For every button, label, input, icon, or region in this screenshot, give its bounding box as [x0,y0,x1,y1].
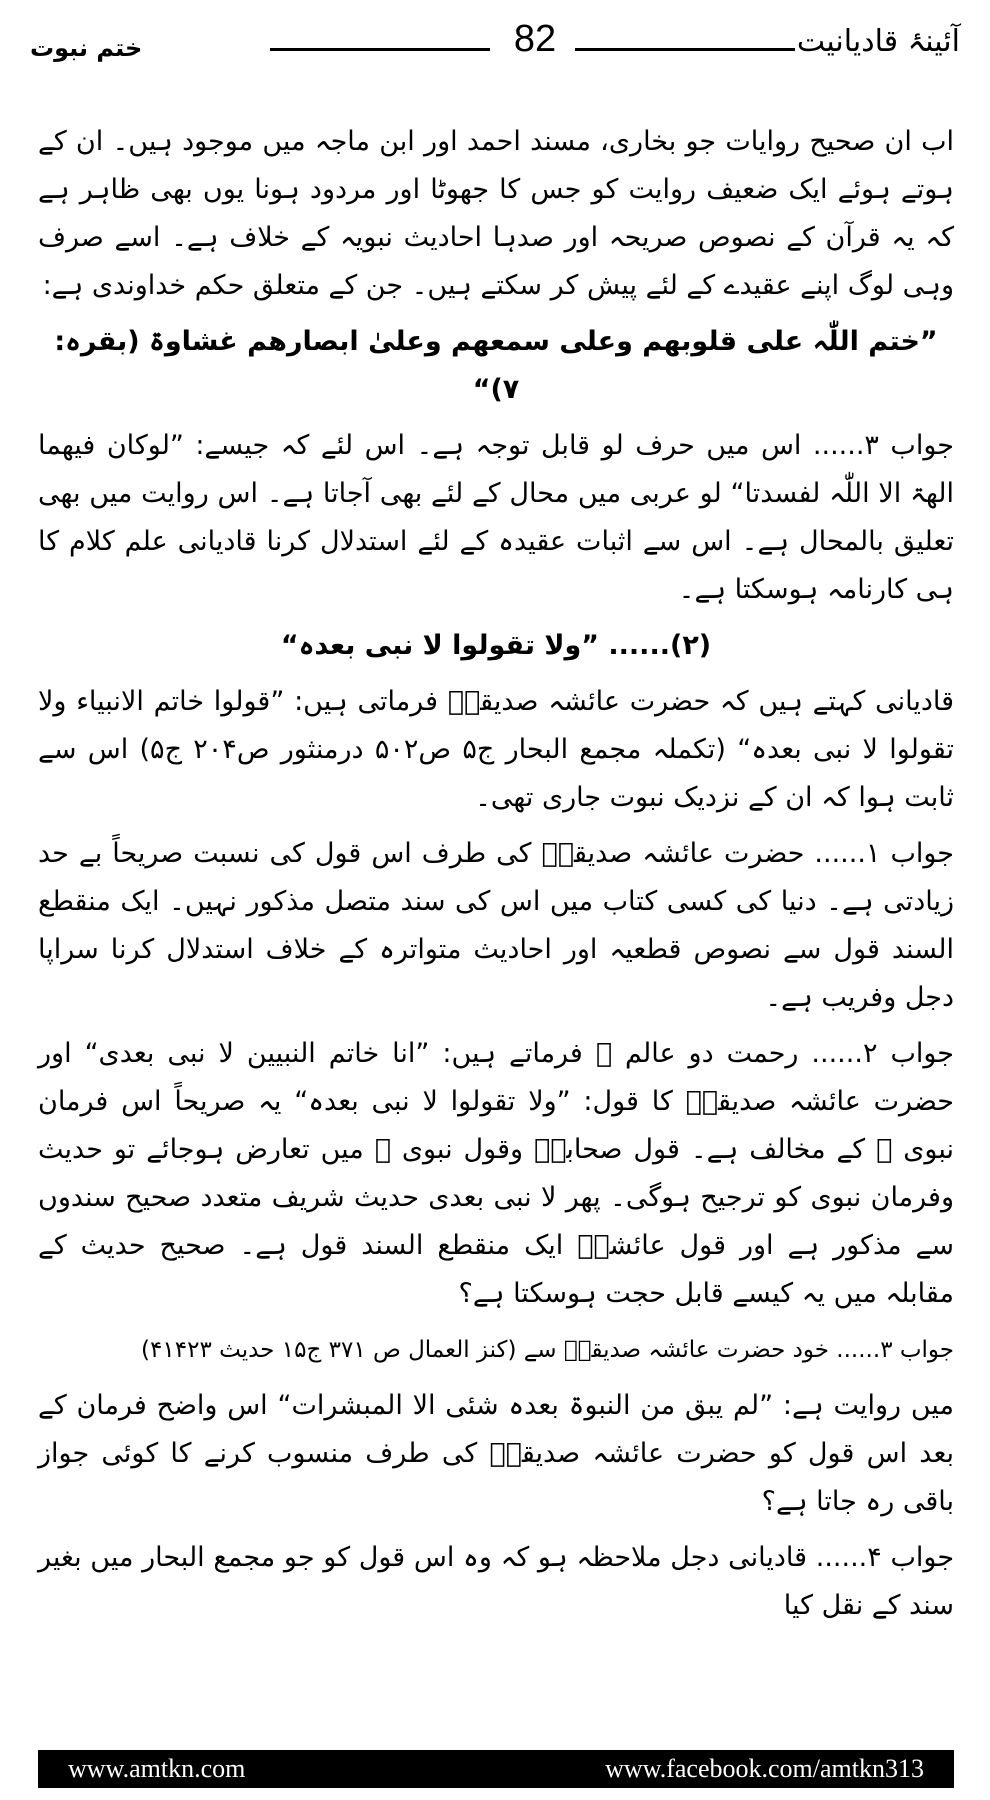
website-link[interactable]: www.amtkn.com [68,1754,246,1783]
section-heading-2: (۲)...... ”ولا تقولوا لا نبی بعدہ“ [280,630,712,661]
paragraph-answer-2: جواب ۲...... رحمت دو عالم ﷺ فرماتے ہیں: ”انا خاتم النبیین لا نبی بعدی“ اور حضرت عائشہ صدیقہؓ کا قول: ”ولا تقولوا لا نبی بعدہ“ یہ صریحاً اس فرمان نبوی ﷺ کے مخالف ہے۔ قول صحابہؓ وقول نبوی ﷺ میں تعارض ہوجائے تو حدیث وفرمان نبوی کو ترجیح ہوگی۔ پھر لا نبی بعدی حدیث شریف متعدد صحیح سندوں سے مذکور ہے اور قول عائشہؓ ایک منقطع السند قول ہے۔ صحیح حدیث کے مقابلہ میں یہ کیسے قابل حجت ہوسکتا ہے؟ [38,1038,954,1309]
quran-quote: ”ختم اللّٰہ علی قلوبھم وعلی سمعھم وعلیٰ ابصارھم غشاوۃ (بقرہ: ۷)“ [54,326,938,405]
section-title: ختم نبوت [30,34,143,62]
facebook-link[interactable]: www.facebook.com/amtkn313 [605,1754,924,1783]
book-title: آئینۂ قادیانیت [796,24,960,59]
header-rule-right [575,48,795,51]
paragraph-riwayat: میں روایت ہے: ”لم یبق من النبوۃ بعدہ شئی الا المبشرات“ اس واضح فرمان کے بعد اس قول کو حضرت عائشہ صدیقہؓ کی طرف منسوب کرنے کا کوئی جواز باقی رہ جاتا ہے؟ [38,1390,954,1517]
paragraph-answer-1: جواب ۱...... حضرت عائشہ صدیقہؓ کی طرف اس قول کی نسبت صریحاً بے حد زیادتی ہے۔ دنیا کی کسی کتاب میں اس کی سند متصل مذکور نہیں۔ ایک منقطع السند قول سے نصوص قطعیہ اور احادیث متواترہ کے خلاف استدلال کرنا سراپا دجل وفریب ہے۔ [38,838,955,1013]
paragraph-answer-3b: جواب ۳...... خود حضرت عائشہ صدیقہؓ سے (کنز العمال ص ۳۷۱ ج۱۵ حدیث ۴۱۴۲۳) [141,1337,954,1363]
page-header [30,18,960,78]
page-number: 82 [513,18,557,60]
page-footer [38,1750,954,1788]
header-rule-left [270,48,490,51]
paragraph-answer-3: جواب ۳...... اس میں حرف لو قابل توجہ ہے۔ اس لئے کہ جیسے: ”لوکان فیھما الھۃ الا اللّٰہ لفسدتا“ لو عربی میں محال کے لئے بھی آجاتا ہے۔ اس روایت میں بھی تعلیق بالمحال ہے۔ اس سے اثبات عقیدہ کے لئے استدلال کرنا قادیانی علم کلام کا ہی کارنامہ ہوسکتا ہے۔ [38,430,954,605]
paragraph-qadiani-claim: قادیانی کہتے ہیں کہ حضرت عائشہ صدیقہؓ فرماتی ہیں: ”قولوا خاتم الانبیاء ولا تقولوا لا نبی بعدہ“ (تکملہ مجمع البحار ج۵ ص۵۰۲ درمنثور ص۲۰۴ ج۵) اس سے ثابت ہوا کہ ان کے نزدیک نبوت جاری تھی۔ [38,686,955,813]
paragraph-answer-4: جواب ۴...... قادیانی دجل ملاحظہ ہو کہ وہ اس قول کو جو مجمع البحار میں بغیر سند کے نقل کیا [38,1542,955,1621]
paragraph-1: اب ان صحیح روایات جو بخاری، مسند احمد اور ابن ماجہ میں موجود ہیں۔ ان کے ہوتے ہوئے ایک ضعیف روایت کو جس کا جھوٹا اور مردود ہونا یوں بھی ظاہر ہے کہ یہ قرآن کے نصوص صریحہ اور صدہا احادیث نبویہ کے خلاف ہے۔ اسے صرف وہی لوگ اپنے عقیدے کے لئے پیش کر سکتے ہیں۔ جن کے متعلق حکم خداوندی ہے: [38,126,954,301]
page-body [38,118,954,1638]
